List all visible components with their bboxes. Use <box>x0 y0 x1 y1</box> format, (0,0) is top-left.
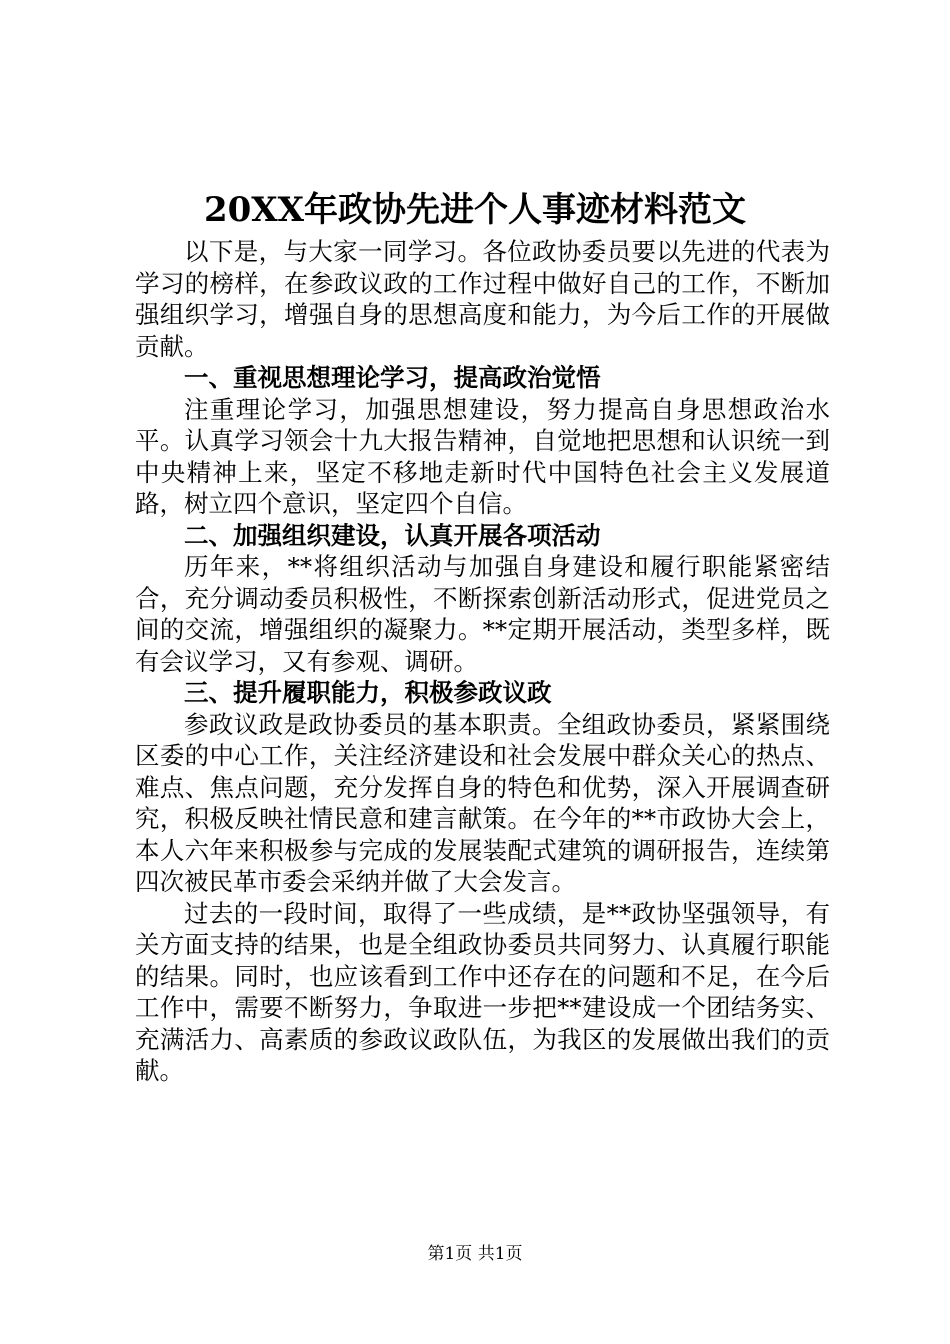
closing-paragraph: 过去的一段时间，取得了一些成绩，是**政协坚强领导，有关方面支持的结果，也是全组政协委员共同努力、认真履行职能的结果。同时，也应该看到工作中还存在的问题和不足，在今后工作中，需要不断努力，争取进一步把**建设成一个团结务实、充满活力、高素质的参政议政队伍，为我区的发展做出我们的贡献。 <box>135 898 830 1085</box>
section-heading-3: 三、提升履职能力，积极参政议政 <box>184 678 552 707</box>
document-title: 20XX年政协先进个人事迹材料范文 <box>203 190 747 230</box>
section-paragraph-1: 注重理论学习，加强思想建设，努力提高自身思想政治水平。认真学习领会十九大报告精神，自觉地把思想和认识统一到中央精神上来，坚定不移地走新时代中国特色社会主义发展道路，树立四个意识，坚定四个自信。 <box>135 394 830 518</box>
intro-paragraph: 以下是，与大家一同学习。各位政协委员要以先进的代表为学习的榜样，在参政议政的工作过程中做好自己的工作，不断加强组织学习，增强自身的思想高度和能力，为今后工作的开展做贡献。 <box>135 237 830 361</box>
section-paragraph-2: 历年来，**将组织活动与加强自身建设和履行职能紧密结合，充分调动委员积极性，不断探索创新活动形式，促进党员之间的交流，增强组织的凝聚力。**定期开展活动，类型多样，既有会议学习，又有参观、调研。 <box>135 552 830 676</box>
page-number: 第1页 <box>427 1244 473 1264</box>
section-heading-1: 一、重视思想理论学习，提高政治觉悟 <box>184 363 601 392</box>
section-heading-2: 二、加强组织建设，认真开展各项活动 <box>184 520 601 550</box>
page-total: 共1页 <box>477 1244 523 1264</box>
document-body <box>135 236 830 1087</box>
section-paragraph-3: 参政议政是政协委员的基本职责。全组政协委员，紧紧围绕区委的中心工作，关注经济建设和社会发展中群众关心的热点、难点、焦点问题，充分发挥自身的特色和优势，深入开展调查研究，积极反映社情民意和建言献策。在今年的**市政协大会上，本人六年来积极参与完成的发展装配式建筑的调研报告，连续第四次被民革市委会采纳并做了大会发言。 <box>135 709 830 896</box>
page-footer <box>0 1242 950 1266</box>
